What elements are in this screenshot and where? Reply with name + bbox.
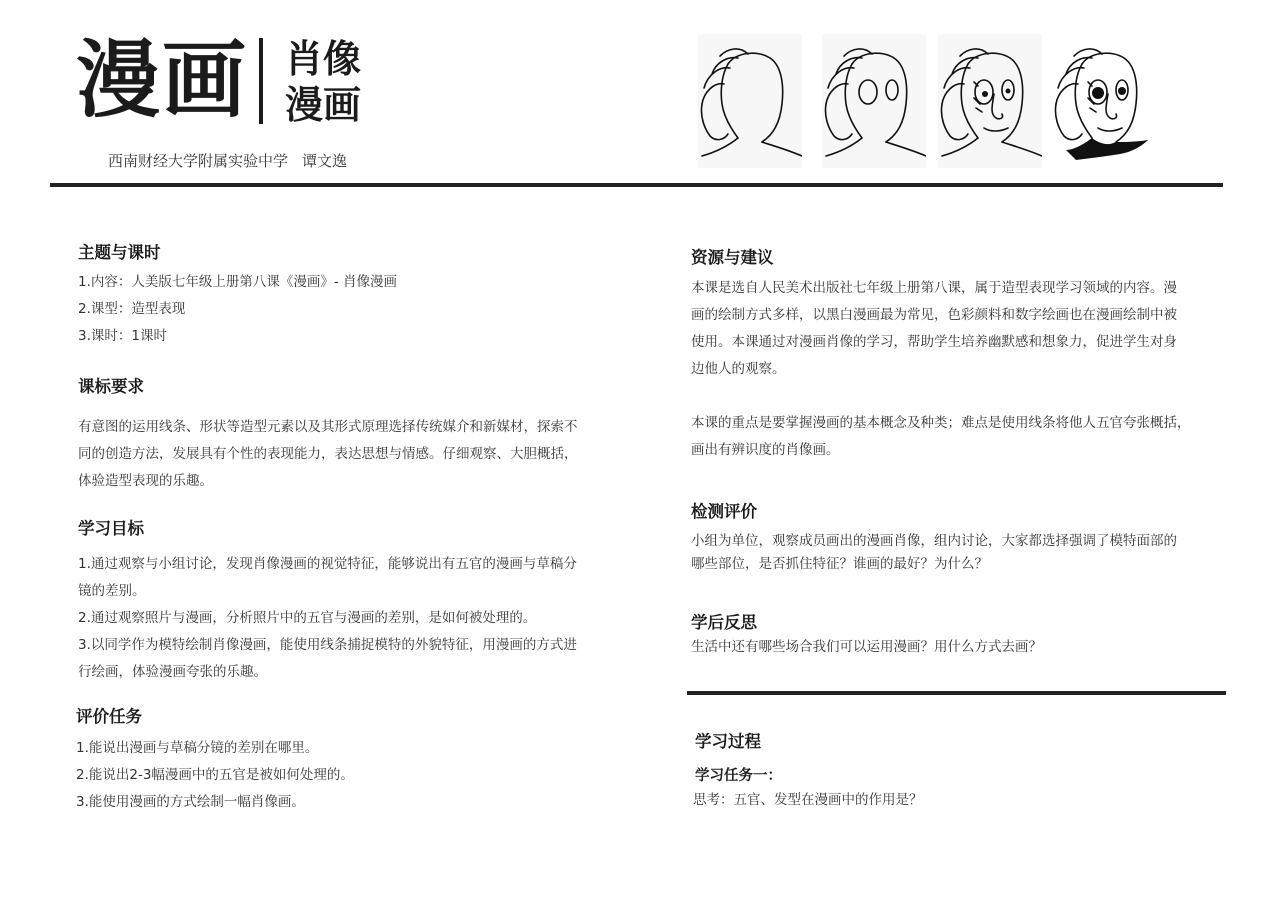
resources-line: 使用。本课通过对漫画肖像的学习，帮助学生培养幽默感和想象力，促进学生对身 — [691, 334, 1177, 350]
sub-title-line2: 漫画 — [285, 83, 362, 127]
school-name: 西南财经大学附属实验中学 — [108, 152, 289, 170]
process-section — [695, 731, 761, 753]
school-author-line — [108, 150, 347, 171]
task1-question: 思考：五官、发型在漫画中的作用是？ — [693, 792, 923, 808]
resources-para2 — [691, 410, 1191, 464]
reflection-line: 生活中还有哪些场合我们可以运用漫画？用什么方式去画？ — [691, 639, 1042, 655]
tasks-line: 3.能使用漫画的方式绘制一幅肖像画。 — [76, 794, 305, 810]
goals-line: 2.通过观察照片与漫画，分析照片中的五官与漫画的差别，是如何被处理的。 — [78, 610, 537, 626]
goals-line: 行绘画，体验漫画夸张的乐趣。 — [78, 664, 267, 680]
standards-line: 同的创造方法，发展具有个性的表现能力，表达思想与情感。仔细观察、大胆概括， — [78, 446, 578, 462]
process-heading: 学习过程 — [695, 732, 761, 751]
resources-heading: 资源与建议 — [691, 248, 774, 267]
title-divider — [259, 38, 263, 124]
resources-section — [691, 247, 774, 269]
resources-line: 画出有辨识度的肖像画。 — [691, 442, 840, 458]
topic-line: 2.课型：造型表现 — [78, 301, 186, 317]
topic-line: 1.内容：人美版七年级上册第八课《漫画》- 肖像漫画 — [78, 274, 398, 290]
sub-title-line1: 肖像 — [285, 37, 362, 81]
standards-lines — [78, 414, 578, 495]
tasks-section — [76, 706, 142, 728]
caricature-illustrations — [698, 34, 1158, 168]
face-outline-sketch-icon — [698, 34, 802, 168]
goals-line: 1.通过观察与小组讨论，发现肖像漫画的视觉特征，能够说出有五官的漫画与草稿分 — [78, 556, 577, 572]
assessment-line: 小组为单位，观察成员画出的漫画肖像，组内讨论，大家都选择强调了模特面部的 — [691, 533, 1177, 549]
goals-section — [78, 518, 144, 540]
goals-heading: 学习目标 — [78, 519, 144, 538]
topic-section — [78, 242, 161, 264]
reflection-heading: 学后反思 — [691, 613, 757, 632]
task1-heading: 学习任务一： — [695, 768, 782, 784]
header-rule — [50, 183, 1223, 187]
main-title: 漫画 — [76, 31, 249, 129]
assessment-section — [691, 501, 757, 523]
resources-line: 本课是选自人民美术出版社七年级上册第八课，属于造型表现学习领域的内容。漫 — [691, 280, 1177, 296]
standards-heading: 课标要求 — [78, 377, 144, 396]
goals-line: 镜的差别。 — [78, 583, 146, 599]
resources-para1 — [691, 275, 1177, 383]
tasks-line: 1.能说出漫画与草稿分镜的差别在哪里。 — [76, 740, 319, 756]
tasks-lines — [76, 735, 354, 816]
resources-line: 本课的重点是要掌握漫画的基本概念及种类；难点是使用线条将他人五官夸张概括， — [691, 415, 1191, 431]
topic-line: 3.课时：1课时 — [78, 328, 167, 344]
standards-section — [78, 376, 144, 398]
standards-line: 体验造型表现的乐趣。 — [78, 473, 213, 489]
standards-line: 有意图的运用线条、形状等造型元素以及其形式原理选择传统媒介和新媒材，探索不 — [78, 419, 578, 435]
section-rule — [687, 691, 1226, 695]
assessment-lines — [691, 530, 1177, 576]
goals-line: 3.以同学作为模特绘制肖像漫画，能使用线条捕捉模特的外貌特征，用漫画的方式进 — [78, 637, 577, 653]
sub-title — [285, 36, 361, 128]
tasks-heading: 评价任务 — [76, 707, 142, 726]
topic-heading: 主题与课时 — [78, 243, 161, 262]
author-name: 谭文逸 — [302, 152, 348, 170]
tasks-line: 2.能说出2-3幅漫画中的五官是被如何处理的。 — [76, 767, 354, 783]
topic-lines — [78, 269, 397, 350]
reflection-lines — [691, 636, 1042, 659]
assessment-line: 哪些部位，是否抓住特征？谁画的最好？为什么？ — [691, 556, 988, 572]
face-final-caricature-icon — [1052, 34, 1156, 168]
face-shaded-sketch-icon — [938, 34, 1042, 168]
resources-line: 画的绘制方式多样，以黑白漫画最为常见，色彩颜料和数字绘画也在漫画绘制中被 — [691, 307, 1177, 323]
goals-lines — [78, 551, 577, 686]
resources-line: 边他人的观察。 — [691, 361, 786, 377]
reflection-section — [691, 612, 757, 634]
face-eyes-sketch-icon — [822, 34, 926, 168]
assessment-heading: 检测评价 — [691, 502, 757, 521]
